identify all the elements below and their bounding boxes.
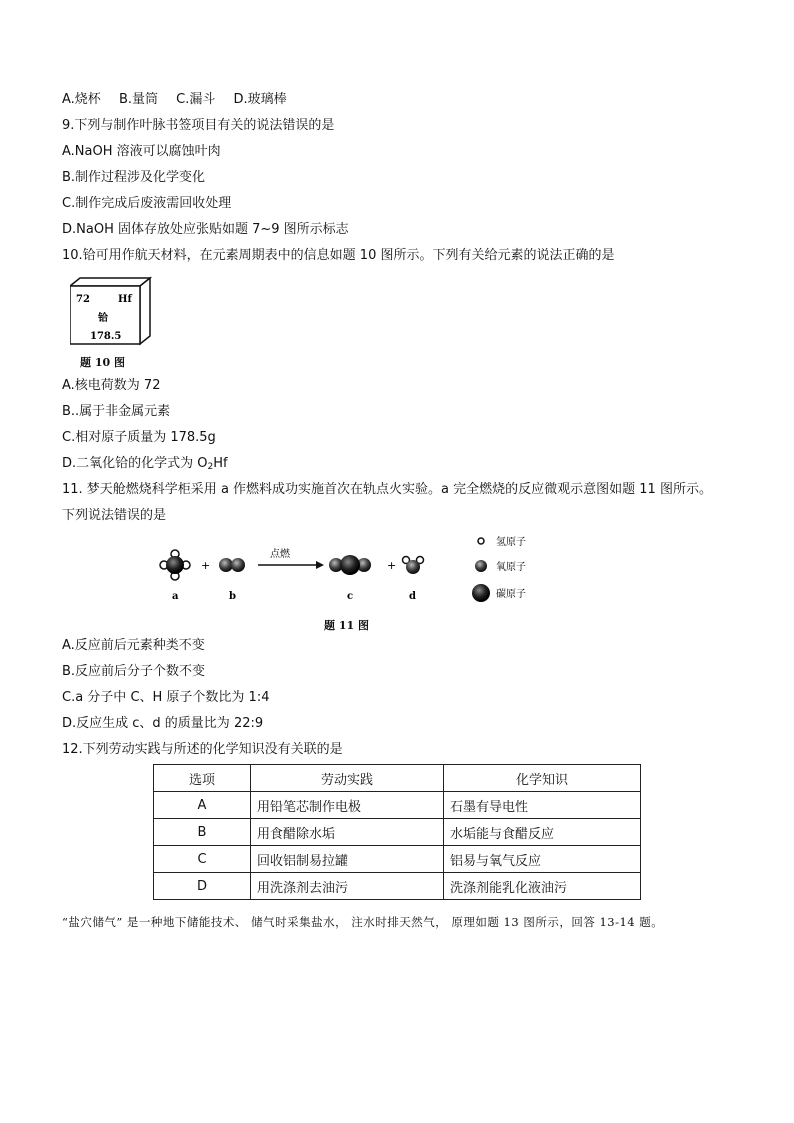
table-row [154,819,641,846]
figure-10-caption: 题 10 图 [80,356,125,369]
element-number: 72 [76,294,90,305]
q11-option-c: C.a 分子中 C、H 原子个数比为 1:4 [62,690,270,705]
q11-option-d: D.反应生成 c、d 的质量比为 22:9 [62,716,264,731]
arrow-condition: 点燃 [270,549,290,560]
q8-option-b: B.量筒 [118,92,159,107]
context-note: “盐穴储气” 是一种地下储能技术、 储气时采集盐水， 注水时排天然气， 原理如题 13 图所示，回答 13-14 题。 [62,915,664,929]
label-a: a [172,591,179,602]
q9-option-c: C.制作完成后废液需回收处理 [62,196,232,211]
plus-sign-2: + [387,559,397,572]
q12-stem: 12.下列劳动实践与所述的化学知识没有关联的是 [62,742,343,757]
element-symbol: Hf [118,294,132,305]
q8-option-d: D.玻璃棒 [233,92,287,107]
row-b-knowledge: 水垢能与食醋反应 [444,819,641,846]
row-c-practice: 回收铝制易拉罐 [251,846,444,873]
molecule-b [219,558,245,572]
element-tile-hf [70,276,154,346]
plus-sign: + [201,559,211,572]
row-c-knowledge: 铝易与氧气反应 [444,846,641,873]
row-d-practice: 用洗涤剂去油污 [251,873,444,900]
q8-option-a: A.烧杯 [62,92,101,107]
table-row [154,792,641,819]
q8-options [62,92,301,108]
q12-table [153,764,641,900]
q11-option-a: A.反应前后元素种类不变 [62,638,205,653]
header-practice: 劳动实践 [251,765,444,792]
q10-option-d: D.二氧化铪的化学式为 $O_2Hf$ [62,456,228,472]
q11-option-b: B.反应前后分子个数不变 [62,664,206,679]
q9-option-d: D.NaOH 固体存放处应张贴如题 7~9 图所示标志 [62,222,349,237]
element-name: 铪 [98,313,108,324]
row-d-option: D [154,873,251,900]
legend-carbon: 碳原子 [496,589,526,600]
figure-11-caption: 题 11 图 [324,619,369,632]
label-c: c [347,591,354,602]
q9-option-a: A.NaOH 溶液可以腐蚀叶肉 [62,144,221,159]
reaction-diagram [150,535,570,615]
legend-oxygen: 氧原子 [496,562,526,573]
q8-option-c: C.漏斗 [176,92,216,107]
table-row [154,846,641,873]
molecule-d [403,557,424,575]
element-mass: 178.5 [90,331,122,342]
row-a-option: A [154,792,251,819]
label-d: d [409,591,416,602]
legend-hydrogen: 氢原子 [496,537,526,548]
header-knowledge: 化学知识 [444,765,641,792]
row-a-practice: 用铅笔芯制作电极 [251,792,444,819]
molecule-a [160,550,190,580]
table-row [154,873,641,900]
q10-option-b: B..属于非金属元素 [62,404,171,419]
row-b-option: B [154,819,251,846]
legend [472,535,526,602]
q9-stem: 9.下列与制作叶脉书签项目有关的说法错误的是 [62,118,335,133]
q10-option-a: A.核电荷数为 72 [62,378,161,393]
q11-stem-line1: 11. 梦天舱燃烧科学柜采用 a 作燃料成功实施首次在轨点火实验。a 完全燃烧的反应微观示意图如题 11 图所示。 [62,482,712,497]
row-d-knowledge: 洗涤剂能乳化液油污 [444,873,641,900]
row-c-option: C [154,846,251,873]
table-header-row [154,765,641,792]
q9-option-b: B.制作过程涉及化学变化 [62,170,206,185]
q11-stem-line2: 下列说法错误的是 [62,508,167,523]
q10-stem: 10.铪可用作航天材料，在元素周期表中的信息如题 10 图所示。下列有关给元素的说法正确的是 [62,248,615,263]
row-b-practice: 用食醋除水垢 [251,819,444,846]
label-b: b [229,591,236,602]
row-a-knowledge: 石墨有导电性 [444,792,641,819]
header-option: 选项 [154,765,251,792]
molecule-c [329,555,371,575]
q10-option-c: C.相对原子质量为 178.5g [62,430,216,445]
